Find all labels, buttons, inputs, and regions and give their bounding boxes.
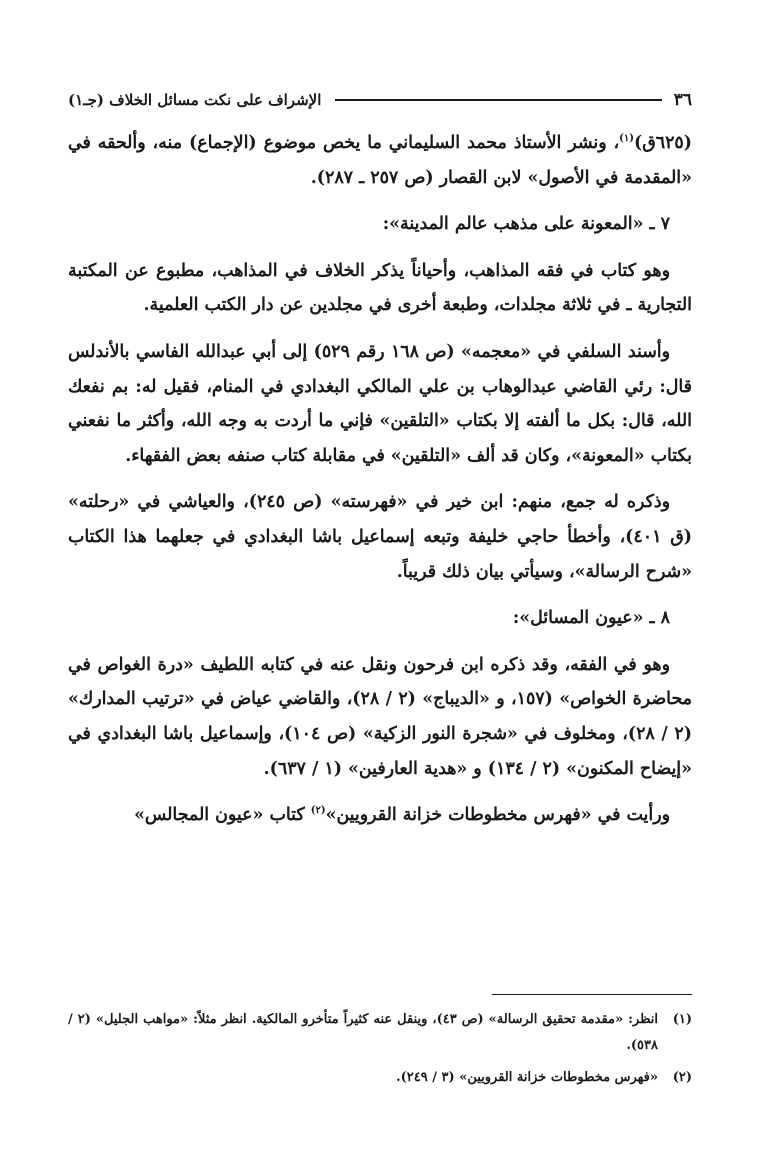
page-header [68, 84, 692, 116]
main-text [68, 126, 692, 833]
paragraph-4: وذكره له جمع، منهم: ابن خير في «فهرسته» (ص ٢٤٥)، والعياشي في «رحلته» (ق ٤٠١)، وأخطأ حاجي خليفة وتبعه إسماعيل باشا البغدادي في جعلهما هذا الكتاب «شرح الرسالة»، وسيأتي بيان ذلك قريباً. [68, 492, 692, 582]
footnote-text: «فهرس مخطوطات خزانة القرويين» (٣ / ٢٤٩). [396, 1070, 658, 1085]
paragraph-5: وهو في الفقه، وقد ذكره ابن فرحون ونقل عنه في كتابه اللطيف «درة الغواص في محاضرة الخواص» (١٥٧، و «الديباج» (٢ / ٢٨)، والقاضي عياض في «ترتيب المدارك» (٢ / ٢٨)، ومخلوف في «شجرة النور الزكية» (ص ١٠٤)، وإسماعيل باشا البغدادي في «إيضاح المكنون» (٢ / ١٣٤) و «هدية العارفين» (١ / ٦٣٧). [68, 654, 692, 779]
paragraph-1 [68, 126, 692, 195]
header-rule [335, 99, 661, 101]
footnote-2 [68, 1065, 692, 1091]
paragraph-1-rest: ، ونشر الأستاذ محمد السليماني ما يخص موضوع (الإجماع) منه، وألحقه في «المقدمة في الأصول» لابن القصار (ص ٢٥٧ ـ ٢٨٧). [68, 133, 692, 188]
book-page [68, 84, 692, 1144]
section-heading-8: ٨ ـ «عيون المسائل»: [512, 608, 670, 629]
paragraph-6-start: ورأيت في «فهرس مخطوطات خزانة القرويين» [325, 805, 670, 826]
paragraph-3: وأسند السلفي في «معجمه» (ص ١٦٨ رقم ٥٢٩) إلى أبي عبدالله الفاسي بالأندلس قال: رئي القاضي عبدالوهاب بن علي المالكي البغدادي في المنام، فقيل له: بم نفعك الله، قال: بكل ما ألفته إلا بكتاب «التلقين» فإني ما أردت به وجه الله، وأكثر ما نفعني بكتاب «المعونة»، وكان قد ألف «التلقين» في مقابلة كتاب صنفه بعض الفقهاء. [68, 341, 692, 466]
page-number: ٣٦ [673, 90, 692, 110]
paragraph-6-rest: كتاب «عيون المجالس» [134, 805, 311, 826]
footnote-text: انظر: «مقدمة تحقيق الرسالة» (ص ٤٣)، وينقل عنه كثيراً متأخرو المالكية. انظر مثلاً: «مواهب الجليل» (٢ / ٥٣٨). [68, 1012, 658, 1053]
footnote-ref-2[interactable]: (٢) [310, 805, 326, 817]
footnote-marker: (٢) [672, 1070, 692, 1085]
footnote-marker: (١) [672, 1012, 692, 1027]
footnote-ref-1[interactable]: (١) [619, 133, 634, 145]
footnotes [68, 994, 692, 1097]
paragraph-1-start: (٦٢٥ق) [634, 133, 692, 153]
footnote-1 [68, 1007, 692, 1059]
footnote-divider [492, 994, 692, 995]
running-title: الإشراف على نكت مسائل الخلاف (جـ١) [68, 91, 322, 109]
paragraph-2: وهو كتاب في فقه المذاهب، وأحياناً يذكر الخلاف في المذاهب، مطبوع عن المكتبة التجارية ـ في ثلاثة مجلدات، وطبعة أخرى في مجلدين عن دار الكتب العلمية. [68, 260, 692, 316]
paragraph-6 [68, 798, 692, 833]
section-heading-7: ٧ ـ «المعونة على مذهب عالم المدينة»: [382, 214, 670, 235]
